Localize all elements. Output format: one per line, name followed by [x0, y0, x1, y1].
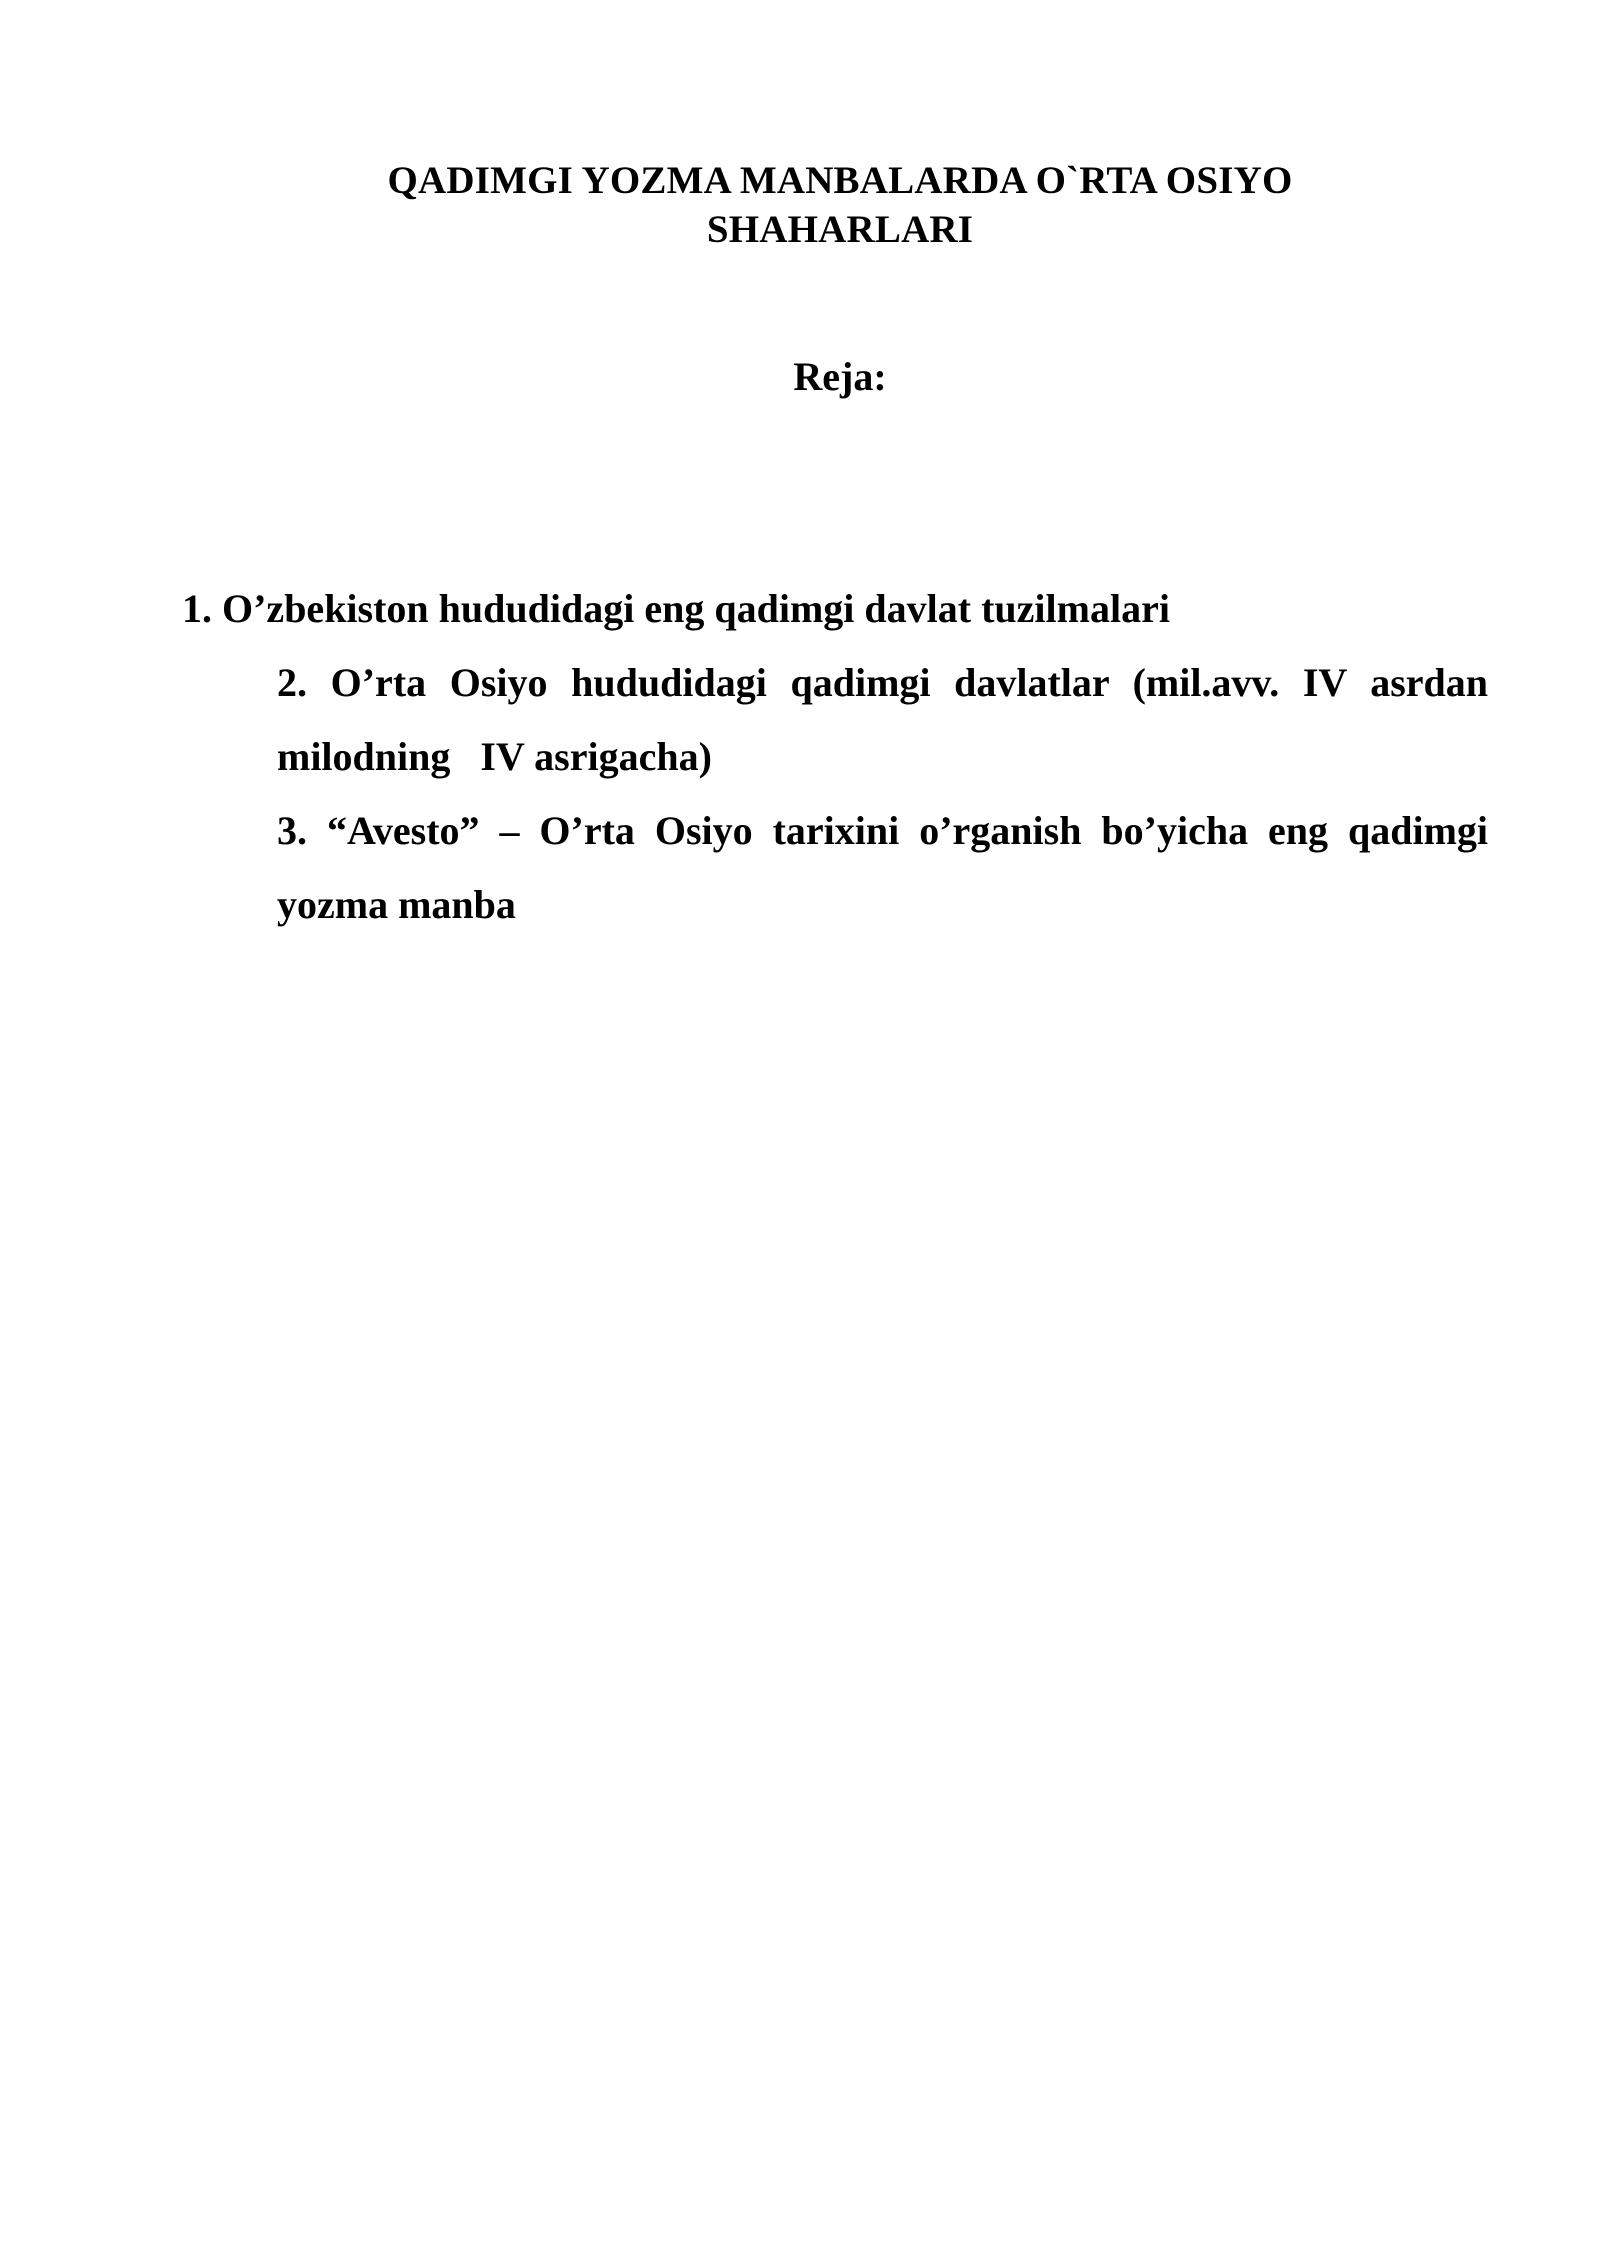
document-title: [300, 156, 1380, 254]
plan-item: [182, 794, 1488, 942]
plan-item-line: [182, 794, 1488, 868]
plan-item: [182, 646, 1488, 794]
plan-item-text: “Avesto” – O’rta Osiyo tarixini o’rganish bo’yicha eng qadimgi: [326, 808, 1489, 853]
document-title-line-2: SHAHARLARI: [706, 208, 974, 251]
document-title-line-1: QADIMGI YOZMA MANBALARDA O`RTA OSIYO: [387, 159, 1293, 202]
plan-heading: Reja:: [793, 354, 887, 399]
plan-item-continuation: milodning IV asrigacha): [277, 734, 712, 779]
plan-item-text: O’rta Osiyo hududidagi qadimgi davlatlar (mil.avv. IV asrdan: [330, 660, 1489, 705]
plan-list: [182, 572, 1488, 942]
plan-item-number: 1.: [182, 586, 212, 631]
plan-item: [182, 572, 1488, 646]
plan-item-text: O’zbekiston hududidagi eng qadimgi davlat tuzilmalari: [222, 586, 1170, 631]
plan-item-continuation: yozma manba: [277, 882, 516, 927]
plan-item-number: 3.: [277, 808, 307, 853]
plan-item-line: [182, 572, 1488, 646]
plan-item-number: 2.: [277, 660, 307, 705]
plan-item-line: [182, 646, 1488, 720]
